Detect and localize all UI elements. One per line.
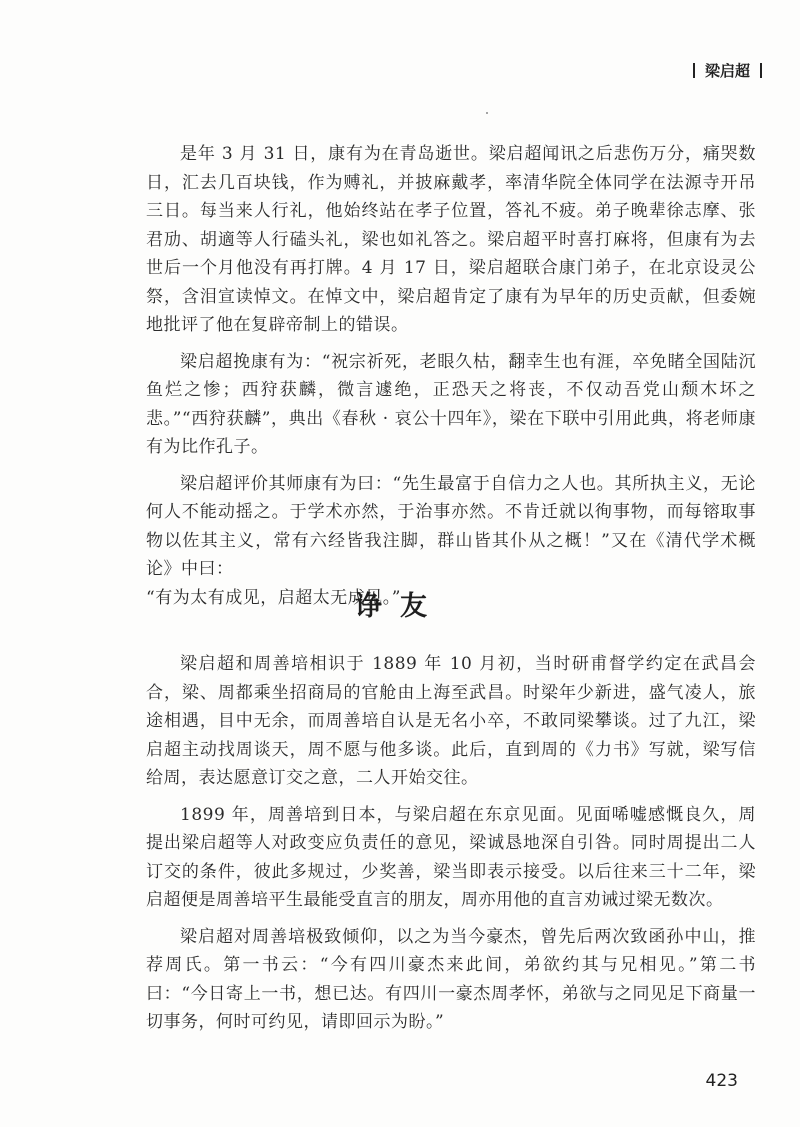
header-right-bar	[760, 63, 762, 78]
page-number: 423	[705, 1071, 738, 1091]
paragraph: 梁启超对周善培极致倾仰，以之为当今豪杰，曾先后两次致函孙中山，推荐周氏。第一书云：“今有四川豪杰来此间，弟欲约其与兄相见。”第二书曰：“今日寄上一书，想已达。有四川一豪杰周孝怀，弟欲与之同见足下商量一切事务，何时可约见，请即回示为盼。”	[146, 926, 756, 1032]
paragraph: 梁启超和周善培相识于 1889 年 10 月初，当时研甫督学约定在武昌会合，梁、周都乘坐招商局的官舱由上海至武昌。时梁年少新进，盛气凌人，旅途相遇，目中无余，而周善培自认是无名小卒，不敢同梁攀谈。过了九江，梁启超主动找周谈天，周不愿与他多谈。此后，直到周的《力书》写就，梁写信给周，表达愿意订交之意，二人开始交往。	[146, 654, 756, 788]
running-header	[693, 60, 762, 81]
section-one-body	[146, 140, 756, 620]
paragraph: 是年 3 月 31 日，康有为在青岛逝世。梁启超闻讯之后悲伤万分，痛哭数日，汇去几百块钱，作为赙礼，并披麻戴孝，率清华院全体同学在法源寺开吊三日。每当来人行礼，他始终站在孝子位置，答礼不疲。弟子晚辈徐志摩、张君劢、胡適等人行磕头礼，梁也如礼答之。梁启超平时喜打麻将，但康有为去世后一个月他没有再打牌。4 月 17 日，梁启超联合康门弟子，在北京设灵公祭，含泪宣读悼文。在悼文中，梁启超肯定了康有为早年的历史贡献，但委婉地批评了他在复辟帝制上的错误。	[146, 144, 756, 335]
section-two-body	[146, 650, 756, 1045]
header-title: 梁启超	[704, 62, 750, 80]
print-speck	[486, 112, 488, 114]
paragraph: 梁启超评价其师康有为曰：“先生最富于自信力之人也。其所执主义，无论何人不能动摇之。于学术亦然，于治事亦然。不肯迁就以徇事物，而每镕取事物以佐其主义，常有六经皆我注脚，群山皆其仆从之概！”又在《清代学术概论》中曰：	[146, 473, 756, 579]
section-title: 诤友	[355, 591, 445, 622]
paragraph: 梁启超挽康有为：“祝宗祈死，老眼久枯，翻幸生也有涯，卒免睹全国陆沉鱼烂之惨；西狩获麟，微言遽绝，正恐天之将丧，不仅动吾党山颓木坏之悲。”“西狩获麟”，典出《春秋 · 哀公十四年》，梁在下联中引用此典，将老师康有为比作孔子。	[146, 351, 756, 457]
paragraph-continuation: “有为太有成见，启超太无成见。”	[146, 587, 401, 608]
header-left-bar	[693, 63, 695, 78]
paragraph: 1899 年，周善培到日本，与梁启超在东京见面。见面唏嘘感慨良久，周提出梁启超等人对政变应负责任的意见，梁诚恳地深自引咎。同时周提出二人订交的条件，彼此多规过，少奖善，梁当即表示接受。以后往来三十二年，梁启超便是周善培平生最能受直言的朋友，周亦用他的直言劝诫过梁无数次。	[146, 804, 756, 910]
